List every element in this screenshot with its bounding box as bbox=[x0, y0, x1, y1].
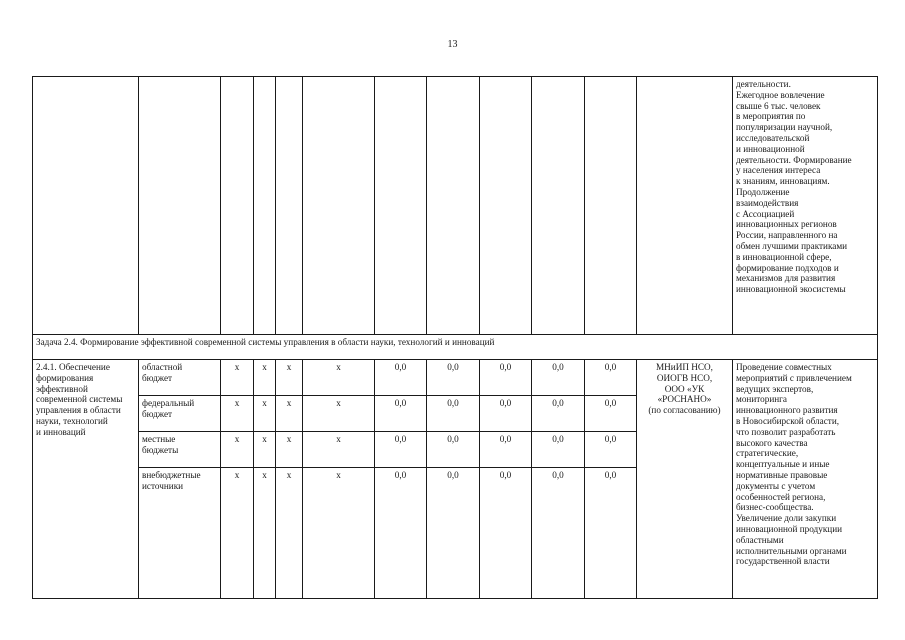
empty-cell bbox=[427, 77, 480, 335]
amount-cell: 0,0 bbox=[532, 468, 585, 599]
mark-cell: x bbox=[254, 468, 276, 599]
funding-source: областной бюджет bbox=[139, 360, 221, 396]
expected-result: Проведение совместных мероприятий с привлечением ведущих экспертов, мониторинга инновационного развития в Новосибирской области, что позволит разработать высокого качества стратегические, концептуальные и иные нормативные правовые документы с учетом особенностей региона, бизнес-сообщества. Увеличение доли закупки инновационной продукции областными исполнительными органами государственной власти bbox=[733, 360, 878, 599]
funding-row bbox=[33, 360, 878, 396]
empty-cell bbox=[375, 77, 427, 335]
mark-cell: x bbox=[221, 468, 254, 599]
empty-cell bbox=[303, 77, 375, 335]
program-table bbox=[32, 76, 878, 599]
empty-cell bbox=[254, 77, 276, 335]
amount-cell: 0,0 bbox=[427, 468, 480, 599]
mark-cell: x bbox=[254, 360, 276, 396]
mark-cell: x bbox=[276, 468, 303, 599]
amount-cell: 0,0 bbox=[375, 396, 427, 432]
mark-cell: x bbox=[254, 396, 276, 432]
empty-cell bbox=[221, 77, 254, 335]
funding-source: внебюджетные источники bbox=[139, 468, 221, 599]
funding-source: федеральный бюджет bbox=[139, 396, 221, 432]
amount-cell: 0,0 bbox=[532, 360, 585, 396]
amount-cell: 0,0 bbox=[375, 432, 427, 468]
mark-cell: x bbox=[303, 468, 375, 599]
empty-cell bbox=[139, 77, 221, 335]
continuation-row bbox=[33, 77, 878, 335]
amount-cell: 0,0 bbox=[480, 432, 532, 468]
amount-cell: 0,0 bbox=[585, 432, 637, 468]
funding-source: местные бюджеты bbox=[139, 432, 221, 468]
amount-cell: 0,0 bbox=[480, 360, 532, 396]
empty-cell bbox=[637, 77, 733, 335]
task-title: Задача 2.4. Формирование эффективной современной системы управления в области науки, технологий и инноваций bbox=[33, 335, 878, 360]
mark-cell: x bbox=[303, 396, 375, 432]
empty-cell bbox=[33, 77, 139, 335]
mark-cell: x bbox=[276, 432, 303, 468]
mark-cell: x bbox=[303, 360, 375, 396]
task-row bbox=[33, 335, 878, 360]
mark-cell: x bbox=[303, 432, 375, 468]
empty-cell bbox=[480, 77, 532, 335]
page-number: 13 bbox=[447, 39, 458, 50]
amount-cell: 0,0 bbox=[480, 396, 532, 432]
amount-cell: 0,0 bbox=[427, 396, 480, 432]
mark-cell: x bbox=[221, 396, 254, 432]
amount-cell: 0,0 bbox=[585, 360, 637, 396]
amount-cell: 0,0 bbox=[427, 360, 480, 396]
empty-cell bbox=[532, 77, 585, 335]
executor-cell: МНиИП НСО, ОИОГВ НСО, ООО «УК «РОСНАНО» (по согласованию) bbox=[637, 360, 733, 599]
amount-cell: 0,0 bbox=[532, 396, 585, 432]
measure-name: 2.4.1. Обеспечение формирования эффективной современной системы управления в области науки, технологий и инноваций bbox=[33, 360, 139, 599]
mark-cell: x bbox=[254, 432, 276, 468]
continuation-notes: деятельности. Ежегодное вовлечение свыше 6 тыс. человек в мероприятия по популяризации научной, исследовательской и инновационной деятельности. Формирование у населения интереса к знаниям, инновациям. Продолжение взаимодействия с Ассоциацией инновационных регионов России, направленного на обмен лучшими практиками в инновационной сфере, формирование подходов и механизмов для развития инновационной экосистемы bbox=[733, 77, 878, 335]
amount-cell: 0,0 bbox=[375, 468, 427, 599]
mark-cell: x bbox=[221, 360, 254, 396]
mark-cell: x bbox=[221, 432, 254, 468]
amount-cell: 0,0 bbox=[585, 396, 637, 432]
empty-cell bbox=[276, 77, 303, 335]
amount-cell: 0,0 bbox=[585, 468, 637, 599]
amount-cell: 0,0 bbox=[427, 432, 480, 468]
empty-cell bbox=[585, 77, 637, 335]
mark-cell: x bbox=[276, 396, 303, 432]
amount-cell: 0,0 bbox=[375, 360, 427, 396]
amount-cell: 0,0 bbox=[532, 432, 585, 468]
amount-cell: 0,0 bbox=[480, 468, 532, 599]
mark-cell: x bbox=[276, 360, 303, 396]
